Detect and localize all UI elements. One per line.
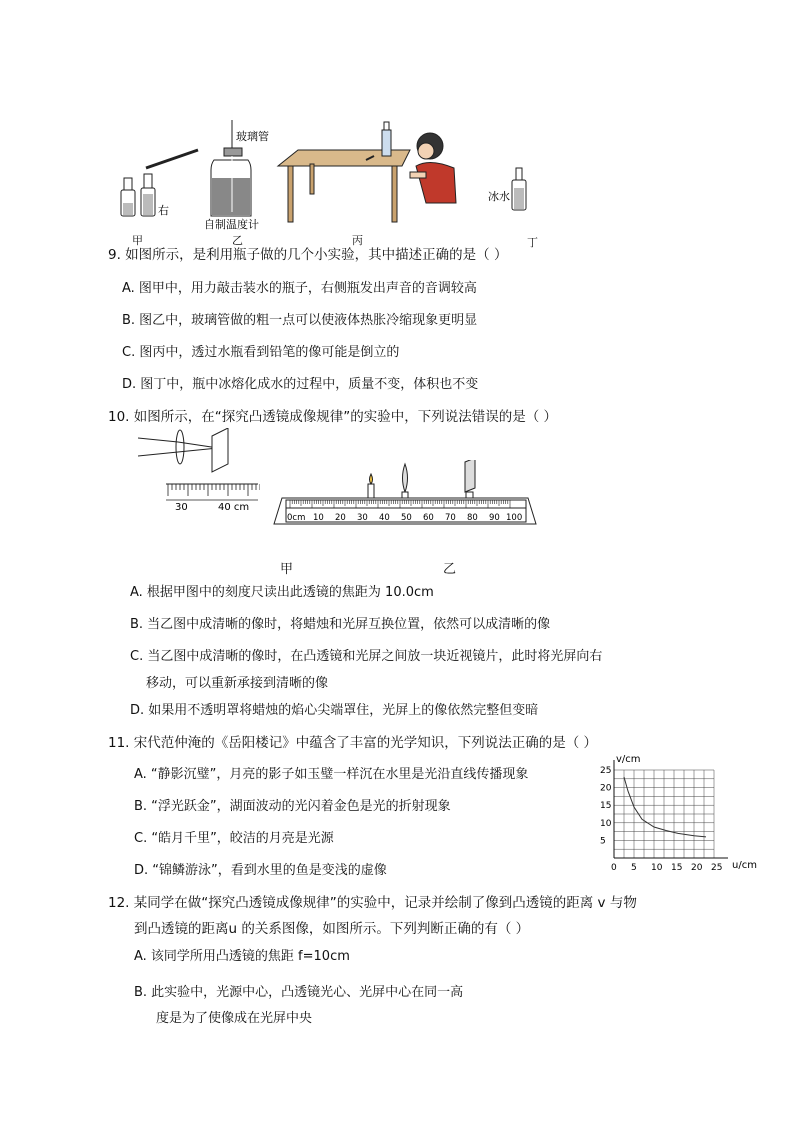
q11-stem: 11. 宋代范仲淹的《岳阳楼记》中蕴含了丰富的光学知识，下列说法正确的是（ ） [108, 735, 598, 751]
q10-stem: 10. 如图所示，在“探究凸透镜成像规律”的实验中，下列说法错误的是（ ） [108, 409, 558, 425]
label-thermometer: 自制温度计 [204, 218, 259, 231]
q10-option-c-cont: 移动，可以重新承接到清晰的像 [146, 676, 329, 691]
y-tick-label: 5 [600, 836, 606, 847]
panel-label-jia: 甲 [132, 234, 143, 247]
q10-panel-jia: 甲 [280, 562, 294, 577]
label-glass-tube: 玻璃管 [236, 130, 269, 143]
q12-stem-line2: 到凸透镜的距离u 的关系图像，如图所示。下列判断正确的有（ ） [134, 921, 530, 937]
v-u-graph [592, 750, 762, 894]
x-tick-label: 15 [671, 863, 683, 873]
y-tick-label: 10 [600, 818, 612, 829]
panel-label-ding: 丁 [527, 236, 538, 249]
q11-option-d: D. “锦鳞游泳”，看到水里的鱼是变浅的虚像 [134, 863, 387, 878]
q9-option-d: D. 图丁中，瓶中冰熔化成水的过程中，质量不变，体积也不变 [122, 377, 479, 392]
y-tick-label: 25 [600, 766, 612, 776]
q9-figure [110, 118, 550, 248]
bench-tick-30: 30 [357, 513, 368, 523]
x-tick-label: 10 [651, 863, 663, 873]
q10-figure-jia [138, 428, 260, 518]
bench-tick-100: 100 [506, 513, 523, 523]
bench-tick-80: 80 [467, 513, 478, 523]
q9-stem: 9. 如图所示，是利用瓶子做的几个小实验，其中描述正确的是（ ） [108, 247, 508, 263]
q10-figure-yi [270, 460, 540, 530]
q10-option-b: B. 当乙图中成清晰的像时，将蜡烛和光屏互换位置，依然可以成清晰的像 [130, 617, 551, 632]
bench-tick-40: 40 [379, 513, 390, 523]
bench-tick-70: 70 [445, 513, 456, 523]
q12-option-b: B. 此实验中，光源中心，凸透镜光心、光屏中心在同一高 [134, 985, 464, 1000]
y-tick-label: 15 [600, 801, 612, 812]
bench-tick-90: 90 [489, 513, 500, 523]
bench-tick-0cm: 0cm [287, 513, 306, 523]
x-axis-label: u/cm [732, 860, 757, 871]
x-tick-label: 0 [611, 863, 617, 873]
q12-option-b-cont: 度是为了使像成在光屏中央 [156, 1011, 313, 1026]
q9-option-c: C. 图丙中，透过水瓶看到铅笔的像可能是倒立的 [122, 345, 400, 360]
bench-tick-10: 10 [313, 513, 324, 523]
q10-option-d: D. 如果用不透明罩将蜡烛的焰心尖端罩住，光屏上的像依然完整但变暗 [130, 703, 539, 718]
x-tick-label: 20 [691, 863, 703, 873]
x-tick-label: 25 [711, 863, 723, 873]
ice-water-bottle-illustration [512, 168, 526, 210]
q11-option-c: C. “皓月千里”，皎洁的月亮是光源 [134, 831, 334, 846]
q9-option-b: B. 图乙中，玻璃管做的粗一点可以使液体热胀冷缩现象更明显 [122, 313, 478, 328]
panel-label-bing: 丙 [352, 234, 363, 247]
chart-axes [614, 760, 728, 858]
bench-tick-20: 20 [335, 513, 346, 523]
table-scene-illustration [278, 122, 456, 222]
q9-option-a: A. 图甲中，用力敲击装水的瓶子，右侧瓶发出声音的音调较高 [122, 281, 477, 296]
q11-option-a: A. “静影沉璧”，月亮的影子如玉璧一样沉在水里是光沿直线传播现象 [134, 767, 529, 782]
tick-40cm: 40 cm [218, 502, 250, 513]
x-tick-label: 5 [631, 863, 637, 873]
label-right: 右 [158, 204, 169, 217]
bench-tick-50: 50 [401, 513, 412, 523]
q12-option-a: A. 该同学所用凸透镜的焦距 f=10cm [134, 949, 350, 964]
bench-tick-60: 60 [423, 513, 434, 523]
y-axis-label: v/cm [616, 754, 641, 765]
y-tick-label: 20 [600, 783, 612, 794]
v-u-curve [624, 777, 706, 837]
q11-option-b: B. “浮光跃金”，湖面波动的光闪着金色是光的折射现象 [134, 799, 451, 814]
q10-option-c: C. 当乙图中成清晰的像时，在凸透镜和光屏之间放一块近视镜片，此时将光屏向右 [130, 649, 603, 664]
q10-panel-yi: 乙 [443, 562, 457, 577]
panel-label-yi: 乙 [232, 234, 243, 247]
q10-option-a: A. 根据甲图中的刻度尺读出此透镜的焦距为 10.0cm [130, 585, 434, 600]
tick-30: 30 [175, 502, 188, 513]
q12-stem-line1: 12. 某同学在做“探究凸透镜成像规律”的实验中，记录并绘制了像到凸透镜的距离 v 与物 [108, 895, 637, 911]
label-ice-water: 冰水 [488, 190, 510, 203]
